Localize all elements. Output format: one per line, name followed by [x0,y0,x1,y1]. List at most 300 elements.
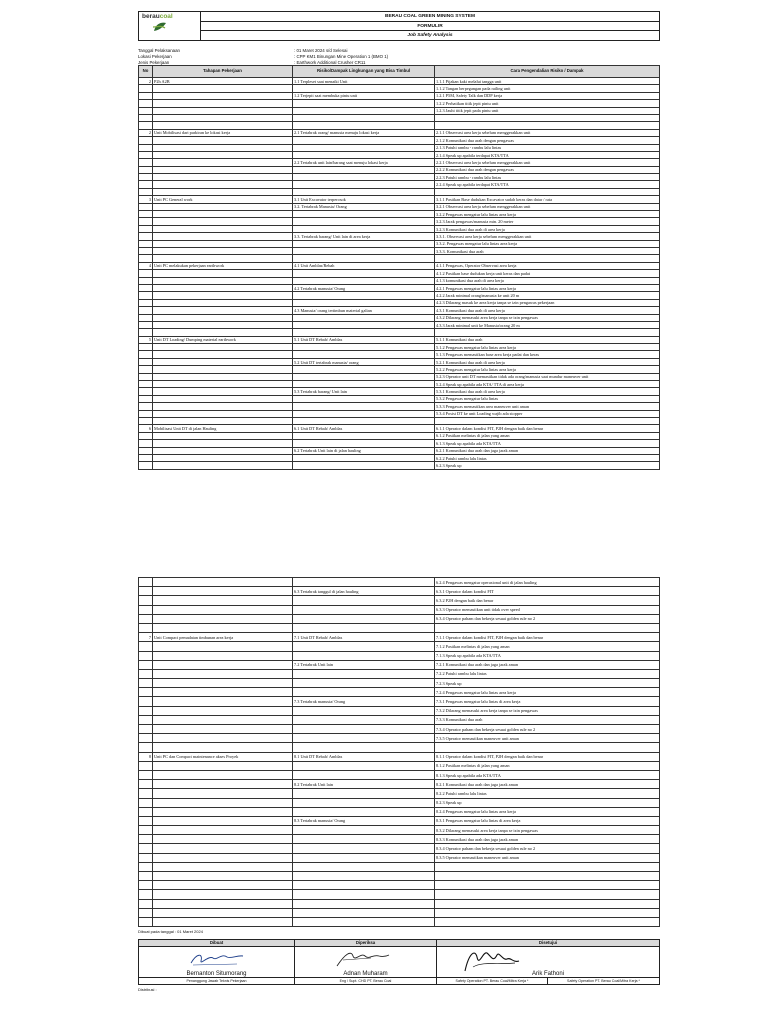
checked-by-cell [295,940,437,984]
work-step: Unit Compact pemadatan timbunan area kerja [153,633,293,642]
table-row [139,725,660,734]
risk-text: 7.3 Tertabrak manusia/ Orang [293,697,435,706]
table-row [139,844,660,853]
row-number [139,816,153,825]
risk-text: 2.1 Tertabrak orang/ manusia menuju lokasi kerja [293,129,435,136]
row-number [139,447,153,454]
verified-by-cell [437,940,659,984]
control-text: 6.3.3 Operator memastikan unit tidak over speed [435,605,660,614]
risk-text [293,188,435,195]
risk-text [293,225,435,232]
risk-text: 3.1 Unit Excavator terperosok [293,196,435,203]
work-step [153,166,293,173]
control-text: 3.3.3. Komunikasi dua arah [435,247,660,254]
row-number [139,277,153,284]
table-row [139,395,660,402]
table-row [139,225,660,232]
risk-text [293,329,435,336]
form-title: Job Safety Analysis [407,33,453,39]
risk-text [293,862,435,871]
risk-text [293,100,435,107]
row-number [139,137,153,144]
row-number [139,240,153,247]
work-step [153,789,293,798]
table-row [139,688,660,697]
control-text: 2.1.1 Observasi area kerja sebelum menggerakkan unit [435,129,660,136]
row-number [139,159,153,166]
row-number [139,844,153,853]
row-number [139,734,153,743]
risk-text [293,410,435,417]
risk-text [293,890,435,899]
risk-text: 3.3. Tertabrak barang/ Unit lain di area kerja [293,233,435,240]
control-text: 8.1.2 Pastikan melintas di jalan yang aman [435,761,660,770]
control-text: 2.1.2 Komunikasi dua arah dengan pengawas [435,137,660,144]
control-text: 3.2.1 Observasi area kerja sebelum menggerakkan unit [435,203,660,210]
row-number [139,881,153,890]
risk-text: 7.1 Unit DT Rebah/ Amblas [293,633,435,642]
work-step [153,743,293,752]
risk-text [293,872,435,881]
risk-text [293,403,435,410]
row-number [139,292,153,299]
risk-text: 4.2 Tertabrak manusia/ Orang [293,284,435,291]
row-number [139,307,153,314]
work-step [153,807,293,816]
control-text: 2.1.4 Speak up apabila terdapat KTA/TTA [435,151,660,158]
control-text: 5.3.1 Komunikasi dua arah di area kerja [435,388,660,395]
risk-text [293,314,435,321]
row-number: 5 [139,336,153,343]
table-row [139,587,660,596]
work-step [153,366,293,373]
control-text: 8.3.2 Dilarang memasuki area kerja tanpa se izin pengawas [435,826,660,835]
row-number [139,596,153,605]
row-number [139,388,153,395]
distribution-label: Distribusi : [138,987,157,993]
control-text: 7.2.2 Patuhi rambu lalu lintas [435,669,660,678]
table-row [139,780,660,789]
row-number [139,899,153,908]
row-number [139,233,153,240]
risk-text: 7.2 Tertabrak Unit lain [293,660,435,669]
control-text: 8.3.4 Operator paham dan bekerja sesuai golden rule no 2 [435,844,660,853]
col-no: No [139,66,153,78]
row-number [139,166,153,173]
work-step [153,872,293,881]
table-row [139,270,660,277]
work-step [153,715,293,724]
work-step [153,587,293,596]
table-row [139,899,660,908]
work-step [153,240,293,247]
work-step [153,651,293,660]
table-row [139,373,660,380]
work-step [153,862,293,871]
table-row [139,307,660,314]
form-header [138,11,660,41]
risk-text [293,137,435,144]
checked-by-name: Adnan Muharam [343,971,388,978]
control-text: 5.1.1 Komunikasi dua arah [435,336,660,343]
system-title: BERAU COAL GREEN MINING SYSTEM [201,12,659,22]
work-step [153,358,293,365]
control-text: 6.2.4 Pengawas mengatur operasional unit di jalan hauling [435,578,660,587]
control-text [435,890,660,899]
row-number: 4 [139,262,153,269]
info-value: : 01 Maret 2024 s/d Selesai [294,47,348,53]
control-text: 7.2.1 Komunikasi dua arah dan jaga jarak aman [435,660,660,669]
table-row [139,344,660,351]
control-text: 7.1.2 Pastikan melintas di jalan yang aman [435,642,660,651]
work-step [153,844,293,853]
row-number [139,578,153,587]
risk-text: 1.1 Terpleset saat menaiki Unit [293,78,435,85]
row-number [139,203,153,210]
work-step [153,706,293,715]
work-step [153,881,293,890]
work-step [153,321,293,328]
risk-text [293,85,435,92]
table-row [139,166,660,173]
table-row [139,174,660,181]
row-number [139,789,153,798]
risk-text [293,798,435,807]
control-text: 3.2.3 Jarak pengawas/manusia min. 20 meter [435,218,660,225]
risk-text [293,770,435,779]
row-number [139,890,153,899]
work-step [153,114,293,121]
work-step [153,890,293,899]
row-number [139,114,153,121]
job-info [138,47,660,65]
row-number [139,706,153,715]
control-text: 4.2.3 Dilarang masuk ke area kerja tanpa se izin pengawas pekerjaan [435,299,660,306]
risk-text [293,715,435,724]
control-text: 3.3.1. Observasi area kerja sebelum menggerakkan unit [435,233,660,240]
control-text: 7.3.5 Operator memastikan maneuver unit aman [435,734,660,743]
work-step [153,614,293,623]
work-step [153,284,293,291]
row-number [139,780,153,789]
made-by-role: Penanggung Jawab Teknis Pekerjaan [139,977,294,984]
risk-text [293,734,435,743]
table-row [139,284,660,291]
jsa-page-2 [138,577,660,1024]
row-number: 8 [139,752,153,761]
work-step [153,218,293,225]
info-value: : CPP KM1 Binungan Mine Operation 1 (BMO 1) [294,53,389,59]
table-row [139,454,660,461]
table-row [139,358,660,365]
row-number [139,587,153,596]
berau-coal-logo [139,12,201,40]
risk-text [293,623,435,632]
row-number: 2 [139,129,153,136]
row-number: 6 [139,425,153,432]
work-step [153,770,293,779]
table-row [139,816,660,825]
control-text: 6.3.1 Operator dalam kondisi FIT [435,587,660,596]
control-text [435,188,660,195]
work-step [153,307,293,314]
row-number [139,351,153,358]
row-number [139,358,153,365]
risk-text [293,174,435,181]
risk-text: 8.2 Tertabrak Unit lain [293,780,435,789]
work-step [153,381,293,388]
risk-text [293,373,435,380]
table-row [139,366,660,373]
table-row [139,292,660,299]
row-number [139,92,153,99]
checked-by-label: Diperiksa [295,940,436,947]
table-row [139,100,660,107]
row-number [139,321,153,328]
work-step [153,454,293,461]
table-row [139,218,660,225]
row-number [139,100,153,107]
verified-roles [437,977,659,984]
risk-text [293,292,435,299]
info-row [138,59,660,65]
control-text: 4.3.1 Komunikasi dua arah di area kerja [435,307,660,314]
control-text: 6.3.2 P2H dengan baik dan benar [435,596,660,605]
table-row [139,403,660,410]
control-text: 1.1.2 Tangan berpegangan pada railing unit [435,85,660,92]
row-number [139,151,153,158]
table-row [139,789,660,798]
row-number [139,344,153,351]
made-by-signature-area [139,947,294,977]
work-step [153,233,293,240]
risk-text: 2.2 Tertabrak unit lain/barang saat menuju lokasi kerja [293,159,435,166]
control-text: 5.2.2 Pengawas mengatur lalu lintas area kerja [435,366,660,373]
row-number [139,366,153,373]
row-number [139,725,153,734]
table-row [139,761,660,770]
control-text: 7.3.4 Operator paham dan bekerja sesuai golden rule no 2 [435,725,660,734]
work-step [153,734,293,743]
control-text: 6.1.1 Operator dalam kondisi FIT, P2H dengan baik dan benar [435,425,660,432]
work-step [153,596,293,605]
checked-by-signature-area [295,947,436,977]
row-number [139,417,153,424]
risk-text [293,321,435,328]
risk-text: 3.2. Tertabrak Manusia/ Orang [293,203,435,210]
row-number [139,85,153,92]
table-header-row [139,66,660,78]
row-number [139,743,153,752]
risk-text [293,454,435,461]
risk-text [293,151,435,158]
risk-text [293,344,435,351]
row-number [139,381,153,388]
logo-leaf-icon [152,21,168,33]
row-number [139,174,153,181]
row-number [139,211,153,218]
table-row [139,578,660,587]
table-row [139,388,660,395]
table-row [139,351,660,358]
made-by-name: Bernanton Situmorang [186,971,247,978]
work-step [153,211,293,218]
control-text: 1.2.1 P5M, Safety Talk dan DDP kerja [435,92,660,99]
row-number [139,679,153,688]
control-text: 5.2.1 Komunikasi dua arah di area kerja [435,358,660,365]
risk-text: 8.1 Unit DT Rebah/ Amblas [293,752,435,761]
table-row [139,679,660,688]
row-number [139,284,153,291]
work-step [153,410,293,417]
control-text: 5.1.2 Pengawas mengatur lalu lintas area kerja [435,344,660,351]
risk-text [293,578,435,587]
control-text: 7.3.2 Dilarang memasuki area kerja tanpa se izin pengawas [435,706,660,715]
work-step: Unit PC dan Compact maintenance akses Proyek [153,752,293,761]
control-text: 2.1.3 Patuhi rambu - rambu lalu lintas [435,144,660,151]
work-step [153,642,293,651]
table-row [139,862,660,871]
table-row [139,151,660,158]
control-text [435,329,660,336]
work-step [153,417,293,424]
work-step [153,395,293,402]
work-step [153,292,293,299]
work-step [153,85,293,92]
risk-text [293,651,435,660]
work-step [153,578,293,587]
row-number: 7 [139,633,153,642]
verified-role-1: Safety Operation PT. Berau Coal/Mitra Kerja * [437,977,548,984]
table-row [139,211,660,218]
col-risk: Risiko/Dampak Lingkungan yang Bisa Timbul [293,66,435,78]
control-text: 4.1.3 komunikasi dua arah di area kerja [435,277,660,284]
row-number [139,826,153,835]
table-row [139,159,660,166]
risk-text [293,351,435,358]
risk-text [293,122,435,129]
table-row [139,233,660,240]
row-number [139,798,153,807]
control-text [435,881,660,890]
row-number [139,872,153,881]
row-number [139,270,153,277]
control-text: 4.2.1 Pengawas mengatur lalu lintas area kerja [435,284,660,291]
control-text [435,899,660,908]
risk-text [293,899,435,908]
work-step [153,623,293,632]
table-row [139,107,660,114]
row-number [139,688,153,697]
row-number [139,605,153,614]
table-row [139,908,660,917]
table-row [139,605,660,614]
risk-text [293,669,435,678]
risk-text [293,211,435,218]
table-row [139,462,660,469]
verified-by-label: Disetujui [437,940,659,947]
row-number [139,144,153,151]
table-row [139,321,660,328]
table-row [139,299,660,306]
table-row [139,255,660,262]
table-row [139,247,660,254]
table-row [139,706,660,715]
work-step [153,440,293,447]
risk-text [293,395,435,402]
work-step [153,100,293,107]
work-step: Unit Mobilisasi dari parkiran ke lokasi kerja [153,129,293,136]
control-text [435,862,660,871]
risk-text [293,432,435,439]
risk-text [293,366,435,373]
row-number [139,440,153,447]
risk-text [293,826,435,835]
work-step [153,816,293,825]
control-text: 8.2.2 Patuhi rambu lalu lintas [435,789,660,798]
table-row [139,144,660,151]
control-text: 7.1.3 Speak up apabila ada KTA/TTA [435,651,660,660]
risk-text [293,218,435,225]
table-row [139,447,660,454]
control-text: 8.3.3 Komunikasi dua arah dan jaga jarak aman [435,835,660,844]
work-step [153,853,293,862]
col-step: Tahapan Pekerjaan [153,66,293,78]
work-step [153,151,293,158]
control-text: 6.1.3 Speak up apabila ada KTA/TTA [435,440,660,447]
control-text: 7.3.3 Komunikasi dua arah [435,715,660,724]
table-row [139,660,660,669]
control-text: 8.1.1 Operator dalam kondisi FIT, P2H dengan baik dan benar [435,752,660,761]
work-step [153,388,293,395]
row-number [139,697,153,706]
risk-text [293,605,435,614]
control-text: 8.2.4 Pengawas mengatur lalu lintas area kerja [435,807,660,816]
control-text: 6.2.2 Patuhi rambu lalu lintas [435,454,660,461]
table-row [139,614,660,623]
risk-text [293,114,435,121]
table-row [139,890,660,899]
row-number [139,862,153,871]
control-text [435,872,660,881]
row-number: 3 [139,196,153,203]
work-step [153,761,293,770]
table-row [139,770,660,779]
work-step [153,835,293,844]
work-step [153,159,293,166]
jsa-table-page-1 [138,65,660,470]
risk-text: 5.3 Tertabrak barang/ Unit lain [293,388,435,395]
risk-text [293,725,435,734]
table-row [139,277,660,284]
risk-text [293,844,435,853]
table-row [139,697,660,706]
control-text: 3.2.2 Pengawas mengatur lalu lintas area kerja [435,211,660,218]
risk-text [293,107,435,114]
risk-text [293,166,435,173]
row-number [139,807,153,816]
work-step [153,688,293,697]
signature-mark [187,949,247,969]
risk-text [293,688,435,697]
risk-text: 4.3 Manusia/ orang tertimbun material galian [293,307,435,314]
risk-text [293,440,435,447]
row-number [139,853,153,862]
info-value: : Earthwork Additional Crusher CR11 [294,59,366,65]
work-step [153,403,293,410]
risk-text [293,277,435,284]
table-row [139,196,660,203]
